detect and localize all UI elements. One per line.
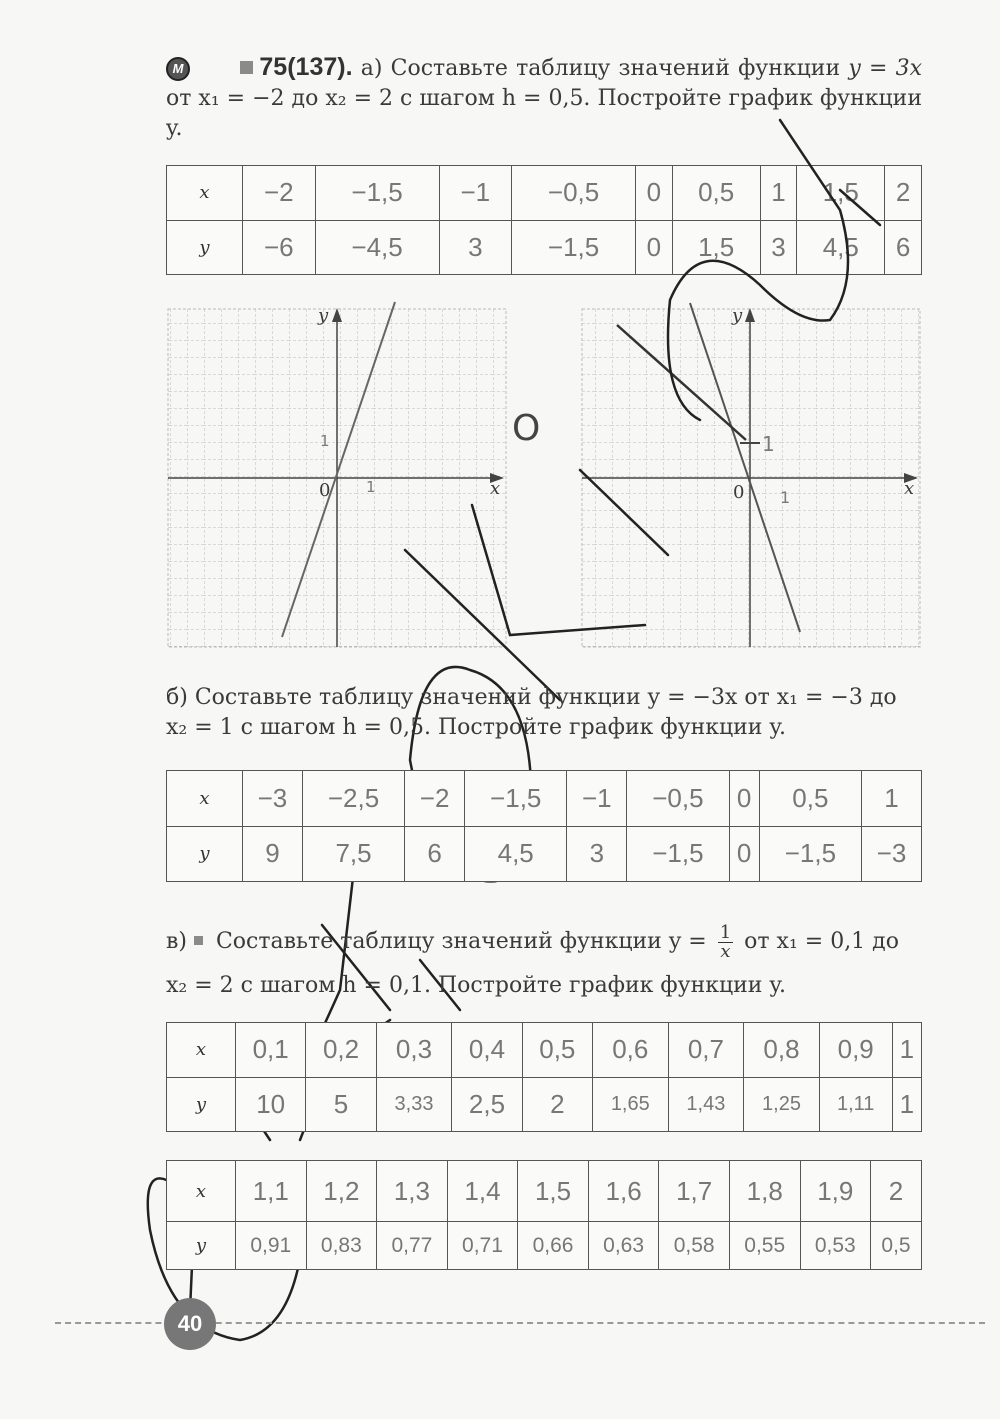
left-x-tick-label: 1 — [366, 478, 376, 496]
part-b-text-line1: Составьте таблицу значений функции y = −3x от x₁ = −3 до — [194, 685, 897, 710]
cell: 6 — [405, 826, 465, 882]
fraction-numerator: 1 — [719, 921, 732, 943]
cell: −1,5 — [759, 826, 861, 882]
row-label-x: x — [167, 771, 243, 827]
cell: −1,5 — [627, 826, 729, 882]
table-b — [166, 770, 922, 882]
cell: 1 — [892, 1023, 921, 1078]
table-row-x — [167, 1161, 922, 1222]
cell: 0,55 — [729, 1222, 800, 1270]
right-origin-label: 0 — [733, 482, 745, 503]
cell: 1,4 — [447, 1161, 518, 1222]
cell: 0,3 — [376, 1023, 452, 1078]
row-label-x: x — [167, 166, 243, 221]
right-y-axis-label: y — [732, 305, 743, 326]
part-b-text-line2: x₂ = 1 с шагом h = 0,5. Постройте график функции y. — [166, 715, 786, 740]
row-label-x: x — [167, 1023, 236, 1078]
cell: 0,71 — [447, 1222, 518, 1270]
table-row-x — [167, 1023, 922, 1078]
cell: 0 — [729, 771, 759, 827]
cell: 0,63 — [588, 1222, 659, 1270]
cell: 1,9 — [800, 1161, 871, 1222]
cell: 10 — [236, 1077, 306, 1132]
left-y-tick-label: 1 — [320, 432, 330, 450]
difficulty-square-icon — [194, 936, 203, 945]
cell: 9 — [243, 826, 303, 882]
cell: 2 — [871, 1161, 922, 1222]
cell: 0,9 — [819, 1023, 892, 1078]
cell: 0,91 — [236, 1222, 307, 1270]
cell: 1,1 — [236, 1161, 307, 1222]
left-y-axis-label: y — [318, 305, 329, 326]
cell: 1,25 — [744, 1077, 820, 1132]
cell: 0 — [729, 826, 759, 882]
cell: 1 — [862, 771, 922, 827]
fraction-one-over-x — [718, 921, 733, 962]
part-a-text-end: функции y. — [166, 86, 922, 141]
part-c-text: Составьте таблицу значений функции y = — [215, 929, 707, 954]
cell: −2 — [243, 166, 316, 221]
cell: 0,66 — [518, 1222, 589, 1270]
table-row-y — [167, 826, 922, 882]
task-75-part-b — [166, 683, 922, 743]
cell: 6 — [885, 220, 922, 275]
cell: 4,5 — [797, 220, 885, 275]
cell: −1 — [439, 166, 512, 221]
cell: 1,43 — [668, 1077, 744, 1132]
handwritten-letter-o: O — [512, 408, 541, 449]
cell: 3 — [439, 220, 512, 275]
task-number: 75(137). — [259, 53, 353, 81]
task-75-part-c — [166, 920, 922, 1008]
table-c1 — [166, 1022, 922, 1132]
part-c-text-line2: x₂ = 2 с шагом h = 0,1. Постройте график функции y. — [166, 973, 786, 998]
cell: 0,5 — [672, 166, 760, 221]
part-c-text-after: от x₁ = 0,1 до — [744, 929, 899, 954]
cell: −0,5 — [627, 771, 729, 827]
cell: −0,5 — [512, 166, 636, 221]
row-label-y: y — [167, 826, 243, 882]
cell: 0,4 — [452, 1023, 522, 1078]
row-label-y: y — [167, 1077, 236, 1132]
cell: −1,5 — [465, 771, 567, 827]
page-number: 40 — [164, 1298, 216, 1350]
cell: −4,5 — [315, 220, 439, 275]
cell: 1,5 — [672, 220, 760, 275]
cell: 1 — [892, 1077, 921, 1132]
cell: 1,2 — [306, 1161, 377, 1222]
row-label-x: x — [167, 1161, 236, 1222]
cell: −3 — [243, 771, 303, 827]
right-x-tick-label: 1 — [780, 488, 791, 507]
part-a-label: а) — [360, 56, 383, 81]
cell: −1,5 — [512, 220, 636, 275]
cell: 1,6 — [588, 1161, 659, 1222]
cell: 0 — [636, 220, 673, 275]
row-label-y: y — [167, 220, 243, 275]
cell: 0,53 — [800, 1222, 871, 1270]
table-row-x — [167, 771, 922, 827]
cell: 1,8 — [729, 1161, 800, 1222]
cell: 1 — [760, 166, 797, 221]
cell: 0 — [636, 166, 673, 221]
cell: 1,11 — [819, 1077, 892, 1132]
cell: 0,5 — [871, 1222, 922, 1270]
table-c2 — [166, 1160, 922, 1270]
cell: −6 — [243, 220, 316, 275]
cell: −1 — [567, 771, 627, 827]
fraction-denominator: x — [720, 940, 731, 962]
cell: −2 — [405, 771, 465, 827]
cell: 3 — [567, 826, 627, 882]
cell: −1,5 — [315, 166, 439, 221]
cell: 2,5 — [452, 1077, 522, 1132]
graph-left — [168, 302, 506, 647]
cell: 3,33 — [376, 1077, 452, 1132]
cell: 0,8 — [744, 1023, 820, 1078]
left-origin-label: 0 — [319, 480, 331, 501]
cell: 2 — [522, 1077, 592, 1132]
cell: 0,6 — [592, 1023, 668, 1078]
right-x-axis-label: x — [904, 478, 915, 499]
row-label-y: y — [167, 1222, 236, 1270]
part-a-text: Составьте таблицу значений функции — [390, 56, 841, 81]
cell: 0,58 — [659, 1222, 730, 1270]
cell: 0,5 — [759, 771, 861, 827]
part-b-label: б) — [166, 685, 188, 710]
graph-right — [582, 303, 920, 647]
marker-m-icon: М — [166, 57, 190, 81]
cell: 1,7 — [659, 1161, 730, 1222]
cell: 1,5 — [797, 166, 885, 221]
cell: 0,5 — [522, 1023, 592, 1078]
part-c-label: в) — [166, 929, 187, 954]
table-row-y — [167, 1222, 922, 1270]
cell: 2 — [885, 166, 922, 221]
cell: 7,5 — [302, 826, 404, 882]
cell: 0,2 — [306, 1023, 376, 1078]
table-row-y — [167, 1077, 922, 1132]
cell: 0,7 — [668, 1023, 744, 1078]
cell: 1,65 — [592, 1077, 668, 1132]
cell: −2,5 — [302, 771, 404, 827]
part-a-text-mid: от x₁ = −2 до x₂ = 2 с шагом h = 0,5. Постройте график — [166, 86, 813, 111]
right-y-tick-label: 1 — [762, 432, 775, 456]
part-a-function: y = 3x — [848, 56, 922, 81]
cell: 1,5 — [518, 1161, 589, 1222]
cell: 3 — [760, 220, 797, 275]
cell: 5 — [306, 1077, 376, 1132]
left-x-axis-label: x — [490, 478, 501, 499]
cell: 0,83 — [306, 1222, 377, 1270]
cell: 0,77 — [377, 1222, 448, 1270]
cell: 1,3 — [377, 1161, 448, 1222]
cell: 4,5 — [465, 826, 567, 882]
cell: 0,1 — [236, 1023, 306, 1078]
cell: −3 — [862, 826, 922, 882]
